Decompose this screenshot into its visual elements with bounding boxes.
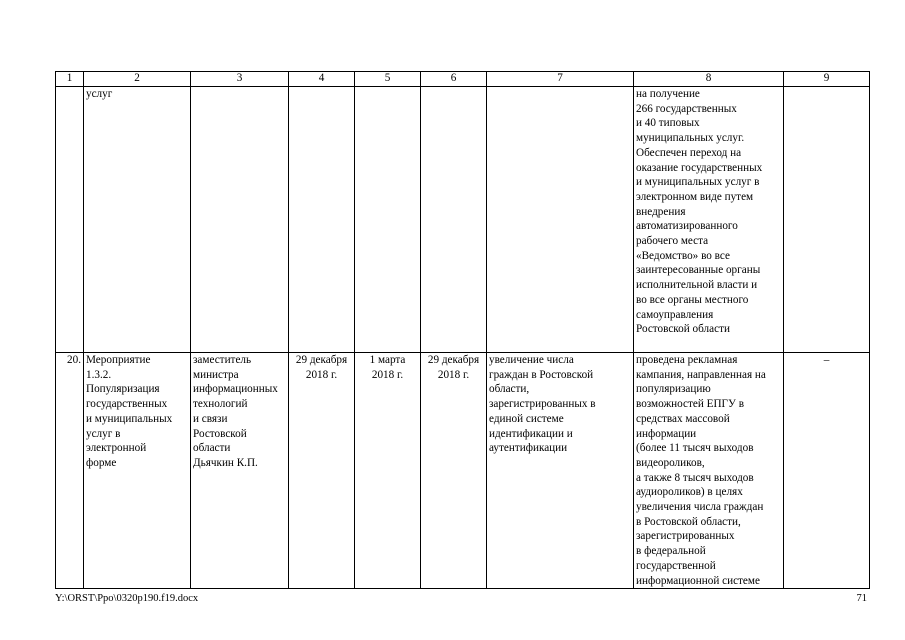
row-number-cell bbox=[56, 87, 84, 353]
responsible-cell bbox=[191, 87, 289, 353]
document-table bbox=[55, 71, 870, 589]
date-cell bbox=[289, 87, 355, 353]
responsible-cell: заместитель министра информационных технологий и связи Ростовской области Дьячкин К.П. bbox=[191, 353, 289, 589]
column-number: 5 bbox=[355, 72, 421, 87]
table-row-continuation bbox=[56, 87, 870, 353]
notes-cell: – bbox=[784, 353, 870, 589]
column-number: 6 bbox=[421, 72, 487, 87]
expected-result-cell bbox=[487, 87, 634, 353]
table-row-20 bbox=[56, 353, 870, 589]
date-cell: 1 марта 2018 г. bbox=[355, 353, 421, 589]
column-number: 2 bbox=[84, 72, 191, 87]
date-cell bbox=[355, 87, 421, 353]
column-number: 8 bbox=[634, 72, 784, 87]
column-number: 7 bbox=[487, 72, 634, 87]
actual-result-cell: на получение 266 государственных и 40 типовых муниципальных услуг. Обеспечен переход на оказание государственных и муниципальных услуг в электронном виде путем внедрения автоматизированного рабочего места «Ведомство» во все заинтересованные органы исполнительной власти и во все органы местного самоуправления Ростовской области bbox=[634, 87, 784, 353]
actual-result-cell: проведена рекламная кампания, направленная на популяризацию возможностей ЕПГУ в средствах массовой информации (более 11 тысяч выходов видеороликов, а также 8 тысяч выходов аудиороликов) в целях увеличения числа граждан в Ростовской области, зарегистрированных в федеральной государственной информационной системе bbox=[634, 353, 784, 589]
column-number: 9 bbox=[784, 72, 870, 87]
column-number-row bbox=[56, 72, 870, 87]
date-cell bbox=[421, 87, 487, 353]
notes-cell bbox=[784, 87, 870, 353]
column-number: 3 bbox=[191, 72, 289, 87]
measure-name-cell: Мероприятие 1.3.2. Популяризация государственных и муниципальных услуг в электронной форме bbox=[84, 353, 191, 589]
measure-name-cell: услуг bbox=[84, 87, 191, 353]
footer-page-number: 71 bbox=[856, 593, 867, 604]
column-number: 4 bbox=[289, 72, 355, 87]
date-cell: 29 декабря 2018 г. bbox=[289, 353, 355, 589]
expected-result-cell: увеличение числа граждан в Ростовской области, зарегистрированных в единой системе идентификации и аутентификации bbox=[487, 353, 634, 589]
row-number-cell: 20. bbox=[56, 353, 84, 589]
date-cell: 29 декабря 2018 г. bbox=[421, 353, 487, 589]
column-number: 1 bbox=[56, 72, 84, 87]
footer-file-path: Y:\ORST\Ppo\0320p190.f19.docx bbox=[55, 593, 199, 604]
